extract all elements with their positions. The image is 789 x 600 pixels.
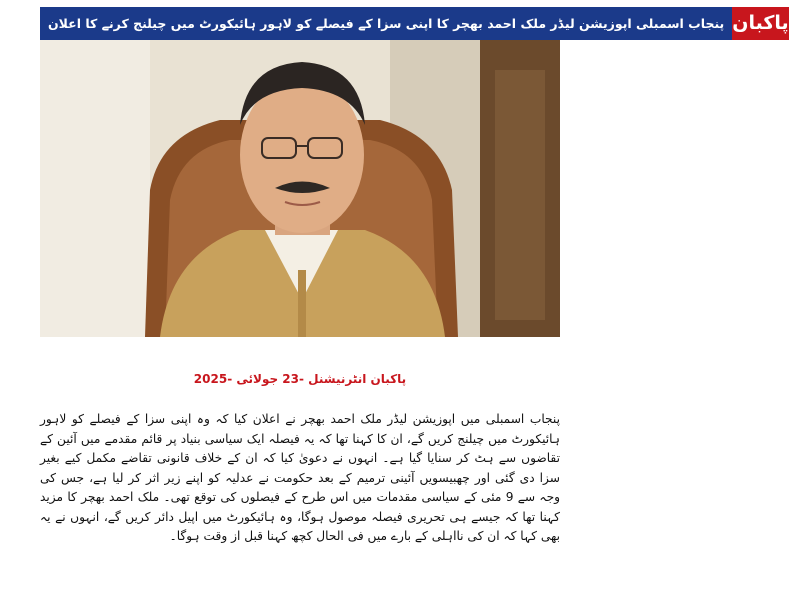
portrait-illustration xyxy=(40,40,560,337)
brand-logo: پاکبان xyxy=(732,7,788,40)
article-paragraph: پنجاب اسمبلی میں اپوزیشن لیڈر ملک احمد بھچر نے اعلان کیا کہ وہ اپنی سزا کے فیصلے کو لاہور ہائیکورٹ میں چیلنج کریں گے، ان کا کہنا تھا کہ یہ فیصلہ ایک سیاسی بنیاد پر قائم مقدمے میں آئین کے تقاضوں سے ہٹ کر سنایا گیا ہے۔ انہوں نے دعویٰ کیا کہ ان کے خلاف قانونی تقاضے مکمل کیے بغیر سزا دی گئی اور چھبیسویں آئینی ترمیم کے بعد حکومت نے عدلیہ کو اپنے زیر اثر کر لیا ہے، جس کی وجہ سے 9 مئی کے سیاسی مقدمات میں اس طرح کے فیصلوں کی توقع تھی۔ ملک احمد بھچر کا مزید کہنا تھا کہ جیسے ہی تحریری فیصلہ موصول ہوگا، وہ ہائیکورٹ میں اپیل دائر کریں گے، انہوں نے یہ بھی کہا کہ ان کی نااہلی کے بارے میں فی الحال کچھ کہنا قبل از وقت ہوگا۔ xyxy=(40,412,560,543)
headline: پنجاب اسمبلی اپوزیشن لیڈر ملک احمد بھچر کا اپنی سزا کے فیصلے کو لاہور ہائیکورٹ میں چیلنج کرنے کا اعلان xyxy=(40,7,732,40)
news-photo xyxy=(40,40,560,337)
header-banner xyxy=(40,7,789,40)
article-body xyxy=(40,410,560,547)
byline: پاکبان انٹرنیشنل -23 جولائی -2025 xyxy=(193,372,407,386)
